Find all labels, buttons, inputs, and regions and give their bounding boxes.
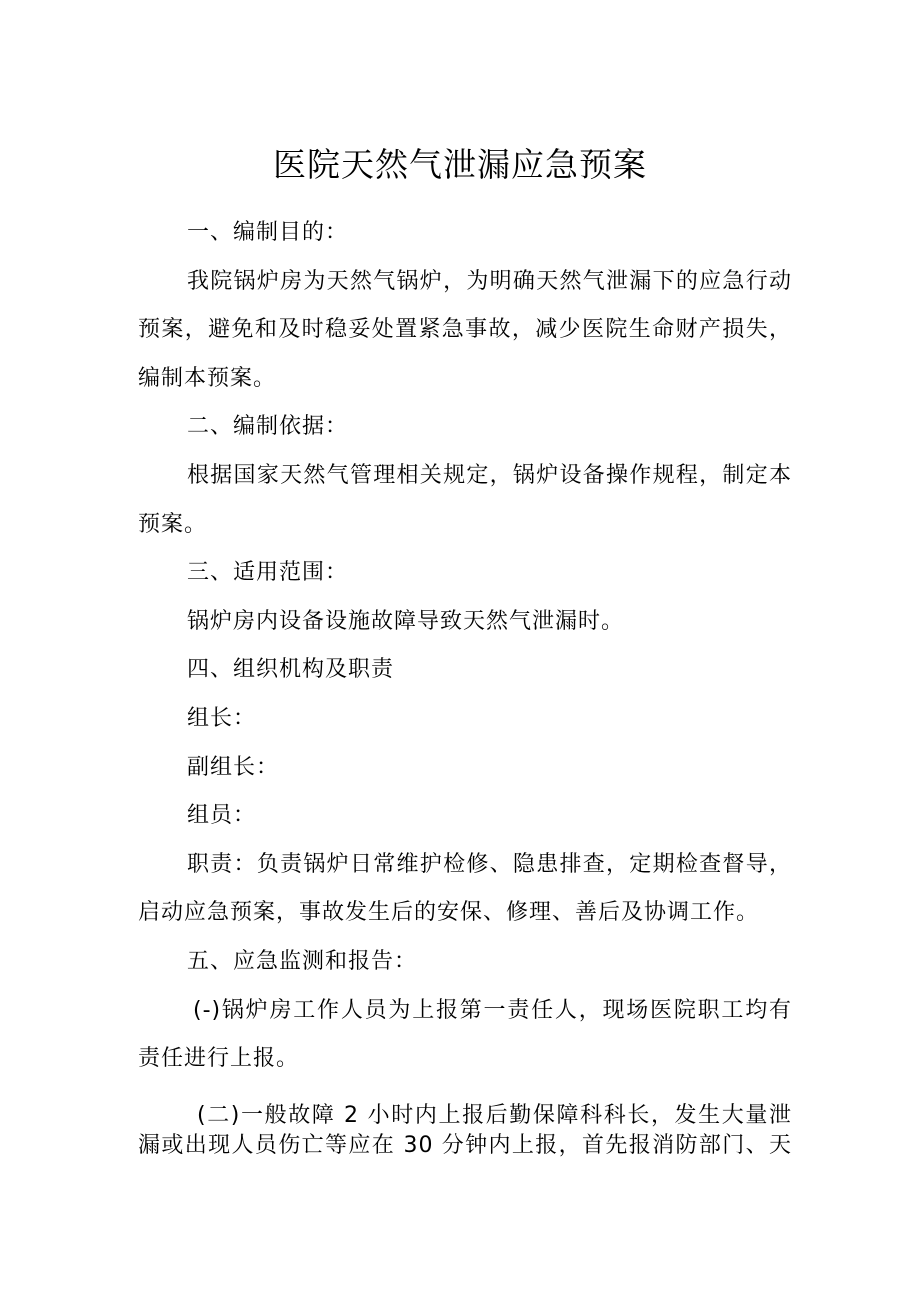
section-heading-organization: 四、组织机构及职责: [187, 657, 395, 683]
group-leader-label: 组长：: [187, 705, 257, 731]
purpose-text-line: 预案，避免和及时稳妥处置紧急事故，减少医院生命财产损失，: [138, 317, 792, 343]
reporting-item-2: [138, 1101, 792, 1161]
reporting-item-1-line: 责任进行上报。: [138, 1046, 300, 1072]
basis-text-line: 根据国家天然气管理相关规定，锅炉设备操作规程，制定本: [187, 462, 792, 488]
section-heading-monitoring: 五、应急监测和报告：: [187, 948, 418, 974]
reporting-item-1-line: (-)锅炉房工作人员为上报第一责任人，现场医院职工均有: [193, 997, 792, 1023]
duties-text-line: 职责：负责锅炉日常维护检修、隐患排查，定期检查督导，: [187, 851, 792, 877]
document-body: [138, 209, 792, 1161]
deputy-leader-label: 副组长：: [187, 754, 280, 780]
scope-text-line: 锅炉房内设备设施故障导致天然气泄漏时。: [187, 608, 625, 634]
group-members-label: 组员：: [187, 803, 257, 829]
basis-text-line: 预案。: [138, 511, 208, 537]
document-title: 医院天然气泄漏应急预案: [273, 145, 647, 184]
reporting-item-2-line: (二)一般故障 2 小时内上报后勤保障科科长，发生大量泄: [197, 1102, 792, 1128]
purpose-text-line: 我院锅炉房为天然气锅炉，为明确天然气泄漏下的应急行动: [187, 268, 792, 294]
section-heading-purpose: 一、编制目的：: [187, 220, 349, 245]
section-heading-scope: 三、适用范围：: [187, 560, 349, 586]
purpose-text-line: 编制本预案。: [138, 365, 277, 391]
reporting-item-2-line: 漏或出现人员伤亡等应在 30 分钟内上报，首先报消防部门、天: [138, 1132, 792, 1158]
section-heading-basis: 二、编制依据：: [187, 414, 349, 440]
duties-text-line: 启动应急预案，事故发生后的安保、修理、善后及协调工作。: [138, 900, 760, 926]
